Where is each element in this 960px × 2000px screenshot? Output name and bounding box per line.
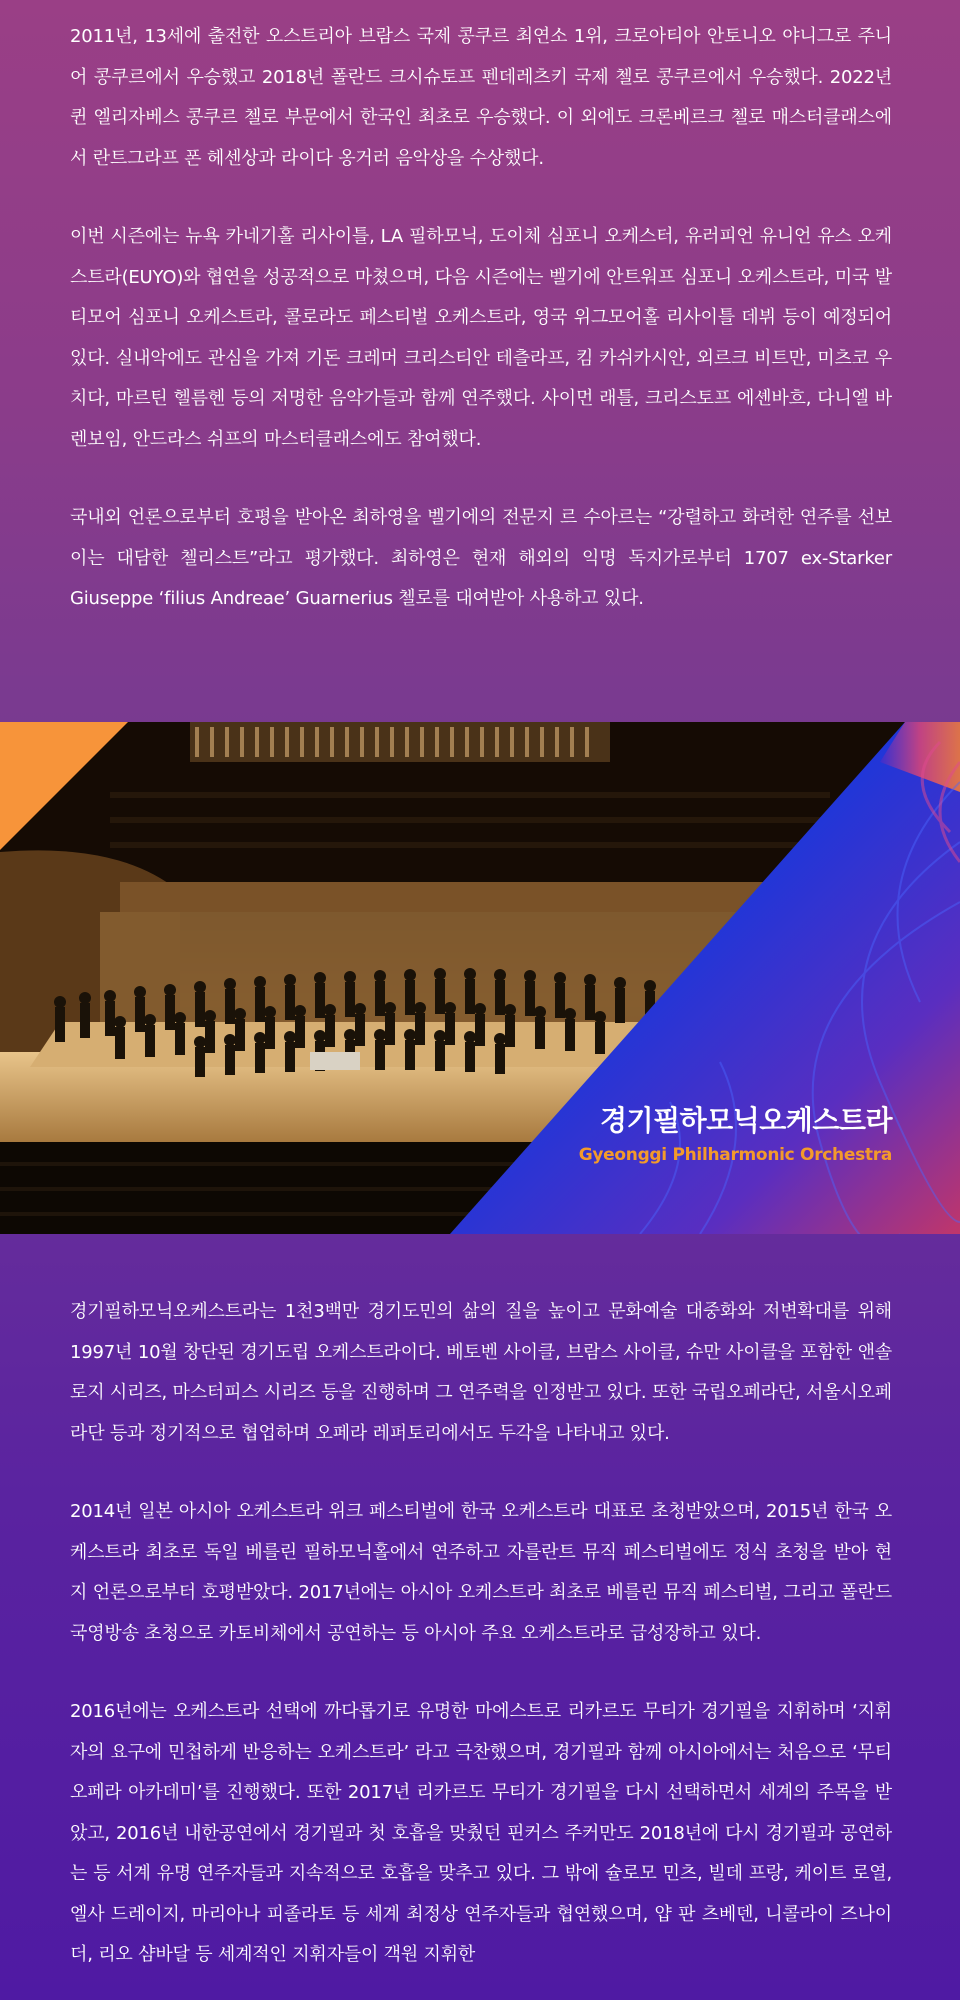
orchestra-paragraph-3: 2016년에는 오케스트라 선택에 까다롭기로 유명한 마에스트로 리카르도 무티가 경기필을 지휘하며 ‘지휘자의 요구에 민첩하게 반응하는 오케스트라’ 라고 극찬했으며, 경기필과 함께 아시아에서는 처음으로 ‘무티 오페라 아카데미’를 진행했다. 또한 2017년 리카르도 무티가 경기필을 다시 선택하면서 세계의 주목을 받았고, 2016년 내한공연에서 경기필과 첫 호흡을 맞췄던 핀커스 주커만도 2018년에 다시 경기필과 공연하는 등 서계 유명 연주자들과 지속적으로 호흡을 맞추고 있다. 그 밖에 슐로모 민츠, 빌데 프랑, 케이트 로열, 엘사 드레이지, 마리아나 피졸라토 등 세계 최정상 연주자들과 협연했으며, 얍 판 츠베덴, 니콜라이 즈나이더, 리오 샴바달 등 세계적인 지휘자들이 객원 지휘한 (70, 1701, 892, 1965)
bio-paragraph-2: 이번 시즌에는 뉴욕 카네기홀 리사이틀, LA 필하모닉, 도이체 심포니 오케스터, 유러피언 유니언 유스 오케스트라(EUYO)와 협연을 성공적으로 마쳤으며, 다음 시즌에는 벨기에 안트워프 심포니 오케스트라, 미국 발티모어 심포니 오케스트라, 콜로라도 페스티벌 오케스트라, 영국 위그모어홀 리사이틀 데뷔 등이 예정되어 있다. 실내악에도 관심을 가져 기돈 크레머 크리스티안 테츨라프, 킴 카쉬카시안, 외르크 비트만, 미츠코 우치다, 마르틴 헬름헨 등의 저명한 음악가들과 함께 연주했다. 사이먼 래틀, 크리스토프 에셴바흐, 다니엘 바렌보임, 안드라스 쉬프의 마스터클래스에도 참여했다. (70, 226, 892, 450)
bio-paragraph-1: 2011년, 13세에 출전한 오스트리아 브람스 국제 콩쿠르 최연소 1위, 크로아티아 안토니오 야니그로 주니어 콩쿠르에서 우승했고 2018년 폴란드 크시슈토프 펜데레츠키 국제 첼로 콩쿠르에서 우승했다. 2022년 퀸 엘리자베스 콩쿠르 첼로 부문에서 한국인 최초로 우승했다. 이 외에도 크론베르크 첼로 매스터클래스에서 란트그라프 폰 헤센상과 라이다 옹거러 음악상을 수상했다. (70, 26, 892, 169)
orchestra-paragraph-2: 2014년 일본 아시아 오케스트라 위크 페스티벌에 한국 오케스트라 대표로 초청받았으며, 2015년 한국 오케스트라 최초로 독일 베를린 필하모닉홀에서 연주하고 자를란트 뮤직 페스티벌에도 정식 초청을 받아 현지 언론으로부터 호평받았다. 2017년에는 아시아 오케스트라 최초로 베를린 뮤직 페스티벌, 그리고 폴란드 국영방송 초청으로 카토비체에서 공연하는 등 아시아 주요 오케스트라로 급성장하고 있다. (70, 1501, 892, 1644)
orchestra-title-english: Gyeonggi Philharmonic Orchestra (578, 1145, 892, 1165)
orchestra-title-korean: 경기필하모닉오케스트라 (599, 1104, 892, 1137)
orchestra-paragraph-1: 경기필하모닉오케스트라는 1천3백만 경기도민의 삶의 질을 높이고 문화예술 대중화와 저변확대를 위해 1997년 10월 창단된 경기도립 오케스트라이다. 베토벤 사이클, 브람스 사이클, 슈만 사이클을 포함한 앤솔로지 시리즈, 마스터피스 시리즈 등을 진행하며 그 연주력을 인정받고 있다. 또한 국립오페라단, 서울시오페라단 등과 정기적으로 협업하며 오페라 레퍼토리에서도 두각을 나타내고 있다. (70, 1301, 892, 1444)
orchestra-hero-banner (0, 722, 960, 1234)
orchestra-title-block (579, 1102, 892, 1170)
orchestra-section (70, 1292, 892, 1976)
bio-section (70, 17, 892, 620)
bio-paragraph-3: 국내외 언론으로부터 호평을 받아온 최하영을 벨기에의 전문지 르 수아르는 “강렬하고 화려한 연주를 선보이는 대담한 첼리스트”라고 평가했다. 최하영은 현재 해외의 익명 독지가로부터 1707 ex-Starker Giuseppe ‘filius Andreae’ Guarnerius 첼로를 대여받아 사용하고 있다. (70, 507, 892, 609)
